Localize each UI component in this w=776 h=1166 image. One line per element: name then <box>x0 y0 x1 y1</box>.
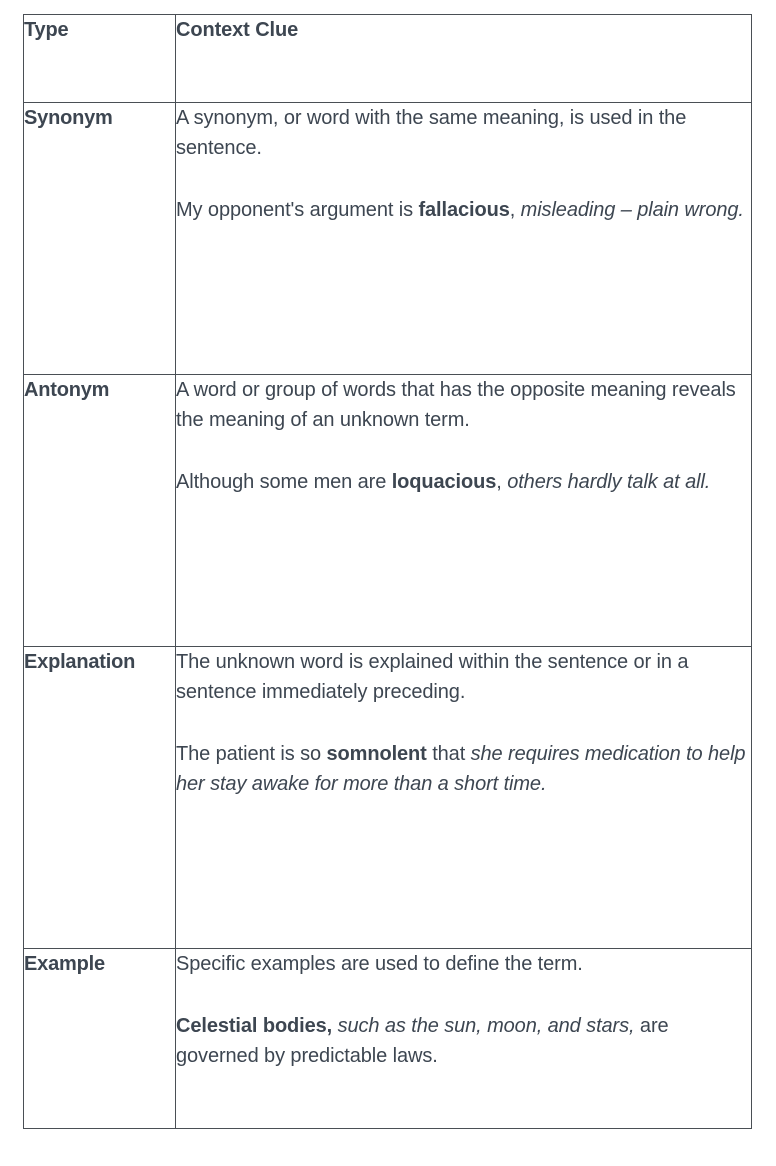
example-clue-text: she requires medication to help her stay awake for more than a short time. <box>176 743 746 795</box>
table-row <box>24 103 752 375</box>
example-text: , <box>496 471 508 493</box>
row-clue-antonym <box>176 375 752 647</box>
header-context-clue: Context Clue <box>176 15 752 103</box>
clue-example <box>176 467 751 497</box>
row-clue-example <box>176 949 752 1129</box>
clue-description: The unknown word is explained within the sentence or in a sentence immediately preceding. <box>176 651 689 703</box>
row-type-antonym: Antonym <box>24 375 176 647</box>
table-row <box>24 949 752 1129</box>
clue-example <box>176 195 751 225</box>
example-text: , <box>509 199 521 221</box>
row-type-synonym: Synonym <box>24 103 176 375</box>
example-text: that <box>426 743 471 765</box>
clue-example <box>176 1011 751 1071</box>
clue-description: A synonym, or word with the same meaning, is used in the sentence. <box>176 107 687 159</box>
example-text: Although some men are <box>176 471 392 493</box>
clue-description: Specific examples are used to define the term. <box>176 953 583 975</box>
row-clue-explanation <box>176 647 752 949</box>
row-clue-synonym <box>176 103 752 375</box>
clue-description: A word or group of words that has the opposite meaning reveals the meaning of an unknown term. <box>176 379 736 431</box>
example-clue-text: misleading – plain wrong. <box>520 199 744 221</box>
example-text: The patient is so <box>176 743 327 765</box>
table-row <box>24 647 752 949</box>
clue-example <box>176 739 751 799</box>
example-text: are governed by predictable laws. <box>176 1015 669 1067</box>
example-key-word: Celestial bodies, <box>176 1015 333 1037</box>
context-clues-table <box>23 14 752 1129</box>
example-clue-text: such as the sun, moon, and stars, <box>332 1015 635 1037</box>
table-row <box>24 375 752 647</box>
table-header-row <box>24 15 752 103</box>
row-type-explanation: Explanation <box>24 647 176 949</box>
example-key-word: somnolent <box>326 743 427 765</box>
example-text: My opponent's argument is <box>176 199 419 221</box>
header-type: Type <box>24 15 176 103</box>
example-clue-text: others hardly talk at all. <box>507 471 711 493</box>
example-key-word: fallacious <box>418 199 510 221</box>
example-key-word: loquacious <box>391 471 497 493</box>
row-type-example: Example <box>24 949 176 1129</box>
